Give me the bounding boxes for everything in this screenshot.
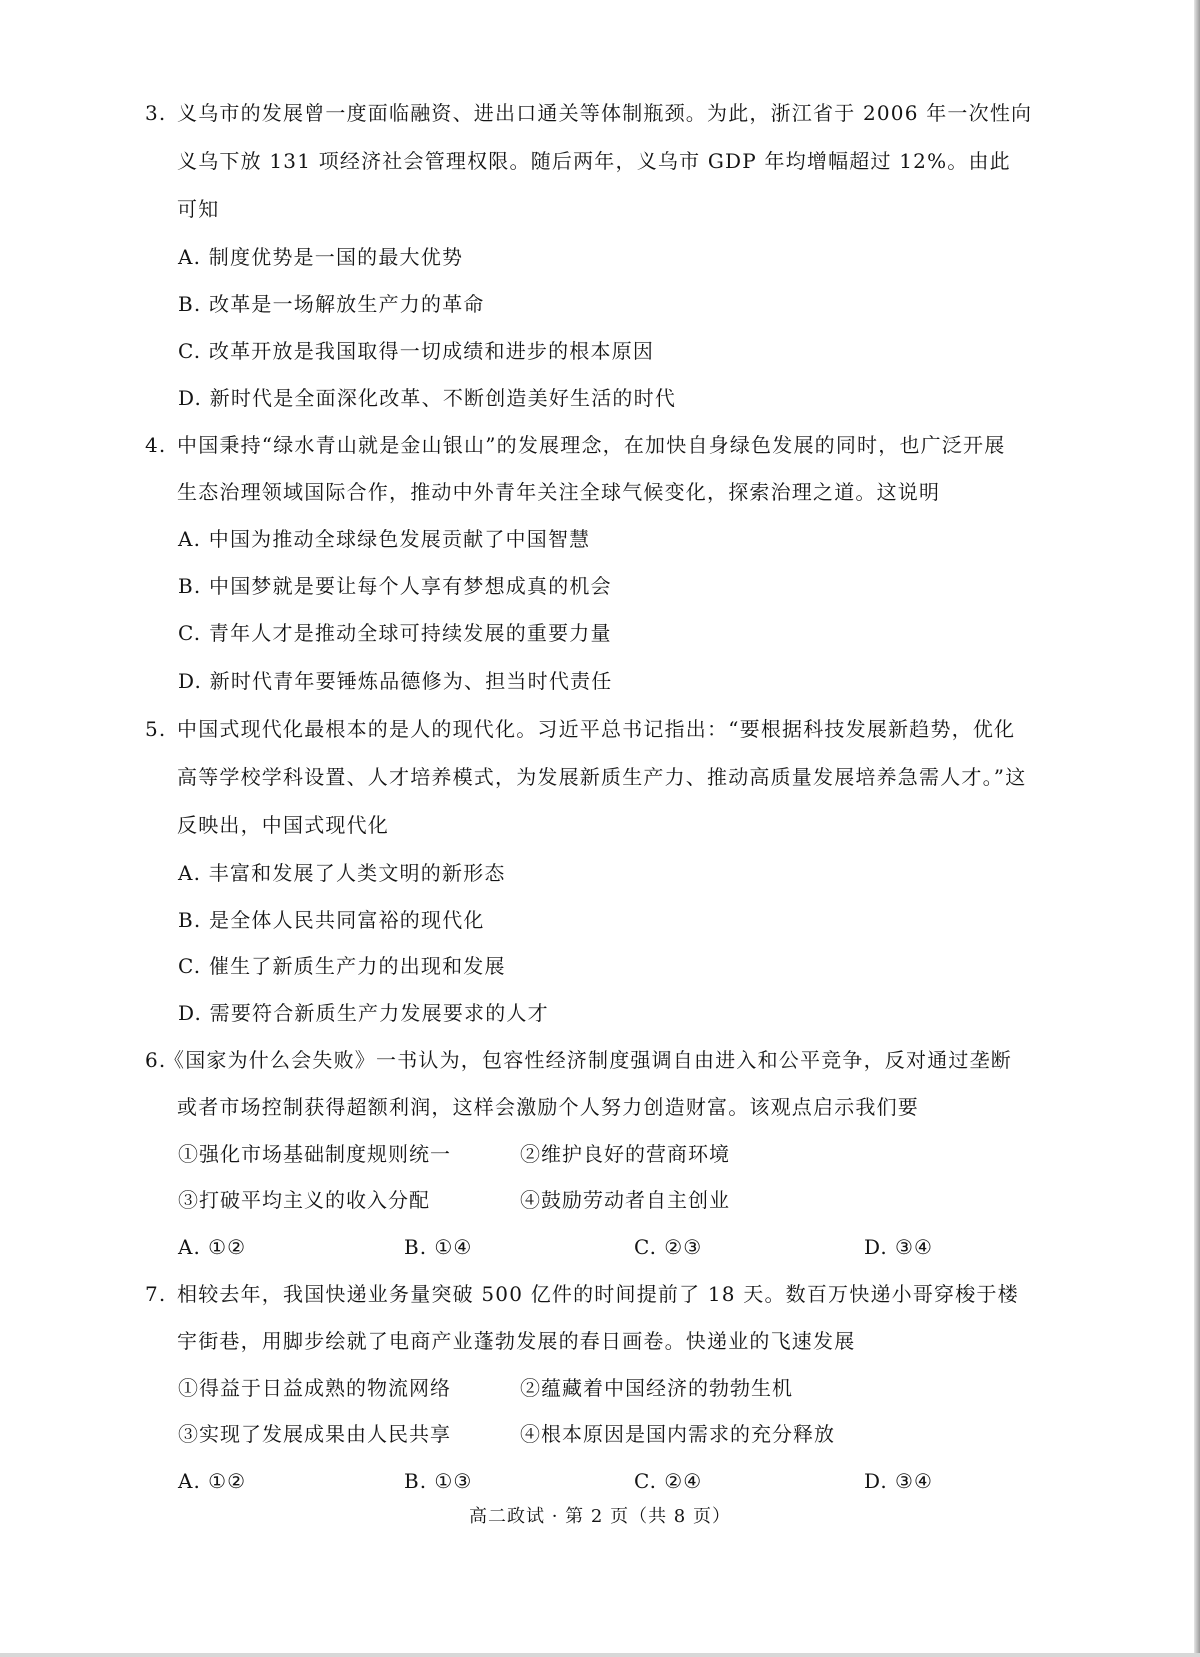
choice-b: B. ①④ xyxy=(404,1235,473,1259)
question-stem-line: 中国秉持“绿水青山就是金山银山”的发展理念，在加快自身绿色发展的同时，也广泛开展 xyxy=(177,433,1006,457)
choice-d: D. ③④ xyxy=(864,1469,933,1493)
statement-2: ②蕴藏着中国经济的勃勃生机 xyxy=(520,1376,793,1400)
choice-c: C. ②③ xyxy=(634,1235,703,1259)
statement-2: ②维护良好的营商环境 xyxy=(520,1142,730,1166)
question-stem-line: 相较去年，我国快递业务量突破 500 亿件的时间提前了 18 天。数百万快递小哥穿梭于楼 xyxy=(177,1282,1019,1306)
option-b: B. 中国梦就是要让每个人享有梦想成真的机会 xyxy=(178,574,612,598)
question-number: 4. xyxy=(145,433,167,457)
question-number: 7. xyxy=(145,1282,167,1306)
question-number: 6. xyxy=(145,1048,167,1072)
statement-4: ④鼓励劳动者自主创业 xyxy=(520,1188,730,1212)
option-c: C. 改革开放是我国取得一切成绩和进步的根本原因 xyxy=(178,339,655,363)
choice-a: A. ①② xyxy=(178,1469,247,1493)
question-stem-line: 宇街巷，用脚步绘就了电商产业蓬勃发展的春日画卷。快递业的飞速发展 xyxy=(177,1329,856,1353)
question-stem-line: 或者市场控制获得超额利润，这样会激励个人努力创造财富。该观点启示我们要 xyxy=(177,1095,919,1119)
option-d: D. 新时代是全面深化改革、不断创造美好生活的时代 xyxy=(178,386,677,410)
question-stem-line: 可知 xyxy=(177,197,220,221)
question-number: 5. xyxy=(145,717,167,741)
option-d: D. 新时代青年要锤炼品德修为、担当时代责任 xyxy=(178,669,613,693)
statement-4: ④根本原因是国内需求的充分释放 xyxy=(520,1422,835,1446)
statement-1: ①得益于日益成熟的物流网络 xyxy=(178,1376,451,1400)
choice-b: B. ①③ xyxy=(404,1469,473,1493)
question-stem-line: 义乌市的发展曾一度面临融资、进出口通关等体制瓶颈。为此，浙江省于 2006 年一次性向 xyxy=(177,101,1033,125)
option-b: B. 改革是一场解放生产力的革命 xyxy=(178,292,485,316)
option-b: B. 是全体人民共同富裕的现代化 xyxy=(178,908,485,932)
statement-1: ①强化市场基础制度规则统一 xyxy=(178,1142,451,1166)
question-number: 3. xyxy=(145,101,167,125)
question-stem-line: 高等学校学科设置、人才培养模式，为发展新质生产力、推动高质量发展培养急需人才。”这 xyxy=(177,765,1027,789)
option-a: A. 中国为推动全球绿色发展贡献了中国智慧 xyxy=(178,527,591,551)
option-c: C. 青年人才是推动全球可持续发展的重要力量 xyxy=(178,621,612,645)
question-stem-line: 《国家为什么会失败》一书认为，包容性经济制度强调自由进入和公平竞争，反对通过垄断 xyxy=(164,1048,1012,1072)
choice-d: D. ③④ xyxy=(864,1235,933,1259)
option-d: D. 需要符合新质生产力发展要求的人才 xyxy=(178,1001,549,1025)
question-stem-line: 中国式现代化最根本的是人的现代化。习近平总书记指出：“要根据科技发展新趋势，优化 xyxy=(177,717,1016,741)
question-stem-line: 反映出，中国式现代化 xyxy=(177,813,389,837)
choice-a: A. ①② xyxy=(178,1235,247,1259)
option-c: C. 催生了新质生产力的出现和发展 xyxy=(178,954,506,978)
page-footer: 高二政试 · 第 2 页（共 8 页） xyxy=(469,1506,731,1527)
option-a: A. 丰富和发展了人类文明的新形态 xyxy=(178,861,506,885)
question-stem-line: 生态治理领域国际合作，推动中外青年关注全球气候变化，探索治理之道。这说明 xyxy=(177,480,941,504)
option-a: A. 制度优势是一国的最大优势 xyxy=(178,245,464,269)
statement-3: ③实现了发展成果由人民共享 xyxy=(178,1422,451,1446)
question-stem-line: 义乌下放 131 项经济社会管理权限。随后两年，义乌市 GDP 年均增幅超过 12%。由此 xyxy=(177,149,1011,173)
choice-c: C. ②④ xyxy=(634,1469,703,1493)
statement-3: ③打破平均主义的收入分配 xyxy=(178,1188,430,1212)
